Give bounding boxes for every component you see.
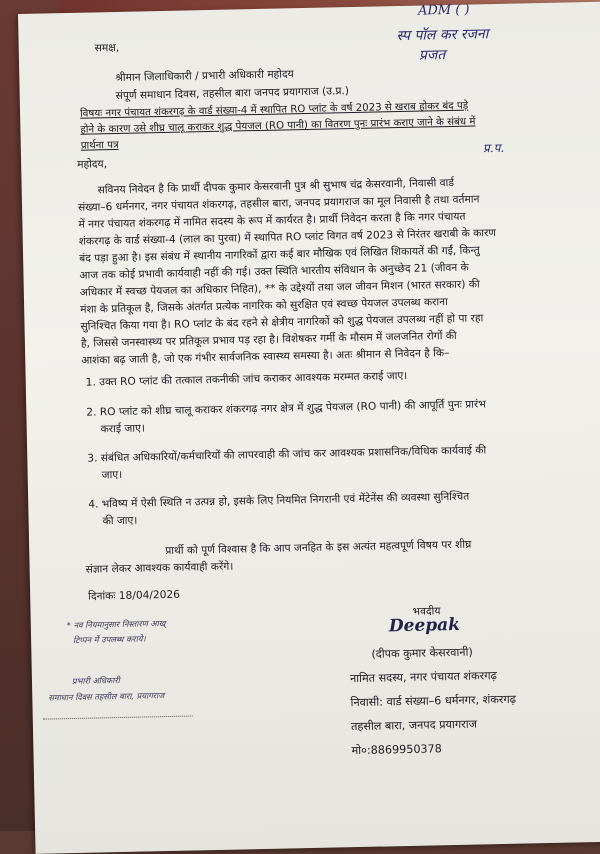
marginal-note-line-1: स्प पॉल कर रजना	[396, 26, 489, 45]
addressee-line-2: संपूर्ण समाधान दिवस, तहसील बारा जनपद प्रयागराज (उ.प्र.)	[115, 85, 350, 102]
addressee-line-1: श्रीमान जिलाधिकारी / प्रभारी अधिकारी महोदय	[115, 68, 294, 84]
body-line-9: सुनिश्चित किया गया है। RO प्लांट के बंद रहने से क्षेत्रीय नागरिकों को शुद्ध पेयजल उपलब्ध नहीं हो पा रहा	[80, 312, 484, 333]
closing-line-1: प्रार्थी को पूर्ण विश्वास है कि आप जनहित के इस अत्यंत महत्वपूर्ण विषय पर शीघ्र	[165, 538, 472, 558]
top-handwritten-note: ADM ( )	[417, 2, 470, 19]
body-line-7: अधिकार में स्वच्छ पेयजल का अधिकार निहित), ** के उद्देश्यों तथा जल जीवन मिशन (भारत सरकार) की	[79, 278, 480, 299]
subject-line-2: होने के कारण उसे शीघ्र चालू कराकर शुद्ध पेयजल (RO पानी) का वितरण पुनः प्रारंभ कराए जाने के संबंध में	[80, 116, 476, 136]
signer-tehsil: तहसील बारा, जनपद प्रयागराज	[350, 717, 478, 734]
body-line-11: आशंका बढ़ जाती है, जो एक गंभीर सार्वजनिक स्वास्थ्य समस्या है। अतः श्रीमान से निवेदन है कि–	[81, 347, 450, 367]
body-line-5: बंद पड़ा हुआ है। इस संबंध में स्थानीय नागरिकों द्वारा कई बार मौखिक एवं लिखित शिकायतें की गईं, किन्तु	[79, 244, 480, 265]
closing-line-2: संज्ञान लेकर आवश्यक कार्यवाही करेंगे।	[85, 560, 234, 576]
point-3-line-1: 3. संबंधित अधिकारियों/कर्मचारियों की लापरवाही की जांच कर आवश्यक प्रशासनिक/विधिक कार्यवाई की	[87, 444, 487, 465]
body-line-3: में नगर पंचायत शंकरगढ़ में नामित सदस्य के रूप में कार्यरत है। प्रार्थी निवेदन करता है कि नगर पंचायत	[78, 210, 466, 231]
greeting: महोदय,	[77, 158, 108, 171]
body-line-1: सविनय निवेदन है कि प्रार्थी दीपक कुमार केसरवानी पुत्र श्री सुभाष चंद्र केसरवानी, निवासी वार्ड	[97, 176, 455, 197]
body-line-6: आज तक कोई प्रभावी कार्यवाही नहीं की गई। उक्त स्थिति भारतीय संविधान के अनुच्छेद 21 (जीवन के	[79, 261, 469, 282]
body-line-4: शंकरगढ़ के वार्ड संख्या-4 (लाल का पुरवा) में स्थापित RO प्लांट विगत वर्ष 2023 से निरंतर खराबी के कारण	[78, 227, 497, 248]
point-4-line-1: 4. भविष्य में ऐसी स्थिति न उत्पन्न हो, इसके लिए नियमित निगरानी एवं मेंटेनेंस की व्यवस्था सुनिश्चित	[88, 490, 470, 511]
signer-name: (दीपक कुमार केसरवानी)	[371, 645, 473, 661]
point-4-line-2: की जाए।	[102, 514, 138, 528]
stamp-line-4: समाधान दिवस तहसील बारा, प्रयागराज	[48, 690, 165, 703]
stamp-dotted-line	[43, 715, 193, 719]
body-line-8: मंशा के प्रतिकूल है, जिसके अंतर्गत प्रत्येक नागरिक को सुरक्षित एवं स्वच्छ पेयजल उपलब्ध कराना	[80, 296, 448, 316]
marginal-note-line-3: प्र.प.	[482, 140, 505, 156]
point-2-line-2: कराई जाए।	[100, 422, 146, 436]
point-3-line-2: जाए।	[101, 468, 123, 482]
stamp-line-3: प्रभारी अधिकारी	[71, 675, 120, 687]
date: दिनांकः 18/04/2026	[88, 588, 181, 603]
marginal-note-line-2: प्रजत	[418, 47, 446, 64]
stamp-line-2: टिप्पन में उपलब्ध कराये।	[73, 633, 146, 645]
signature: Deepak	[388, 614, 461, 637]
yours-faithfully: भवदीय	[412, 605, 441, 618]
point-2-line-1: 2. RO प्लांट को शीघ्र चालू कराकर शंकरगढ़ नगर क्षेत्र में शुद्ध पेयजल (RO पानी) की आपूर्ति पुनः प्रारंभ	[86, 398, 486, 419]
point-1: 1. उक्त RO प्लांट की तत्काल तकनीकी जांच कराकर आवश्यक मरम्मत कराई जाए।	[85, 369, 408, 389]
signer-designation: नामित सदस्य, नगर पंचायत शंकरगढ़	[349, 669, 497, 686]
signer-mobile: मो०:8869950378	[351, 742, 442, 758]
signer-address: निवासी: वार्ड संख्या–6 धर्मनगर, शंकरगढ़	[350, 692, 517, 710]
subject-line-3: प्रार्थना पत्र	[80, 139, 119, 152]
body-line-2: संख्या–6 धर्मनगर, नगर पंचायत शंकरगढ़, तहसील बारा, जनपद प्रयागराज का मूल निवासी है तथा वर्तमान	[77, 193, 480, 214]
letter	[18, 1, 600, 844]
document-paper	[18, 1, 600, 853]
body-line-10: है, जिससे जनस्वास्थ्य पर प्रतिकूल प्रभाव पड़ रहा है। विशेषकर गर्मी के मौसम में जलजनित रोगों की	[80, 329, 457, 350]
stamp-line-1: * नव नियमानुसार निस्तारण आख्	[66, 618, 166, 631]
salutation-top: समक्ष,	[94, 41, 120, 55]
subject-line-1: विषयः नगर पंचायत शंकरगढ़ के वार्ड संख्या-4 में स्थापित RO प्लांट के वर्ष 2023 से खराब होकर बंद पड़े	[79, 100, 469, 120]
